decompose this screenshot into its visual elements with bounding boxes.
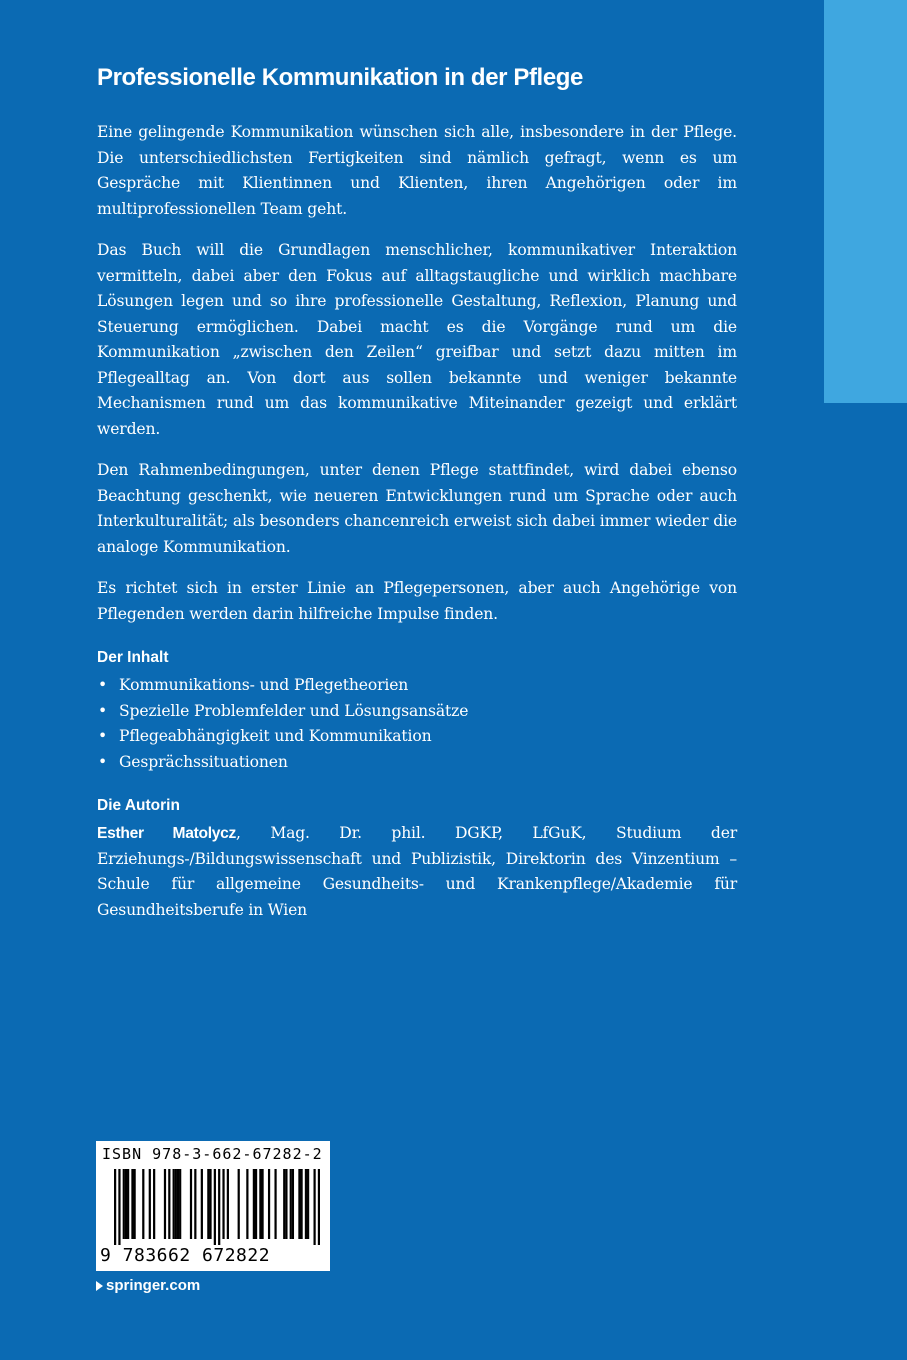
barcode-bar [285, 1169, 287, 1239]
barcode-bar [114, 1169, 116, 1245]
barcode-bar [209, 1169, 211, 1239]
description-paragraph-3: Den Rahmenbedingungen, unter denen Pflege stattfindet, wird dabei ebenso Beachtung geschenkt, wie neueren Entwicklungen rund um Sprache oder auch Interkulturalität; als besonders chancenreich erweist sich dabei immer wieder die analoge Kommunikation. [97, 461, 737, 556]
barcode-bar [125, 1169, 127, 1239]
barcode-bar [214, 1169, 216, 1245]
author-bio-text: , Mag. Dr. phil. DGKP, LfGuK, Studium der Erziehungs-/Bildungswissenschaft und Publizistik, Direktorin des Vinzentium – Schule für allgemeine Gesundheits- und Krankenpflege/Akademie für Gesundheitsberufe in Wien [97, 824, 737, 919]
barcode-bar [190, 1169, 192, 1239]
barcode-bar [300, 1169, 302, 1239]
barcode-bar [292, 1169, 294, 1239]
barcode-bar [179, 1169, 181, 1239]
bullet-icon: • [98, 752, 108, 771]
barcode-bar [175, 1169, 177, 1239]
back-cover-text [97, 60, 737, 923]
barcode-bar [131, 1169, 133, 1239]
bullet-icon: • [98, 676, 108, 694]
barcode-bar [305, 1169, 307, 1239]
barcode-bar [207, 1169, 209, 1239]
barcode-bar [290, 1169, 292, 1239]
accent-bar [824, 0, 907, 403]
barcode-bar [283, 1169, 285, 1239]
barcode-bar [268, 1169, 270, 1239]
barcode-bar [318, 1169, 320, 1245]
barcode-bar [123, 1169, 125, 1239]
publisher-link[interactable] [96, 1277, 200, 1294]
barcode-bar [177, 1169, 179, 1239]
barcode-bar [307, 1169, 309, 1239]
description-paragraph-2: Das Buch will die Grundlagen menschlicher, kommunikativer Interaktion vermitteln, dabei aber den Fokus auf alltagstaugliche und wirklich machbare Lösungen legen und so ihre professionelle Gestaltung, Reflexion, Planung und Steuerung ermöglichen. Dabei macht es die Vorgänge rund um die Kommunikation „zwischen den Zeilen“ greifbar und setzt dazu mitten im Pflegealltag an. Von dort aus sollen bekannte und weniger bekannte Mechanismen rund um das kommunikative Miteinander gezeigt und erklärt werden. [97, 241, 737, 438]
contents-list [97, 673, 737, 775]
barcode-bar [127, 1169, 129, 1239]
barcode-bar [134, 1169, 136, 1239]
author-heading: Die Autorin [97, 797, 180, 814]
barcode-bar [149, 1169, 151, 1239]
barcode-bar [255, 1169, 257, 1239]
description-paragraph-4: Es richtet sich in erster Linie an Pflegepersonen, aber auch Angehörige von Pflegenden werden darin hilfreiche Impulse finden. [97, 579, 737, 623]
bullet-icon: • [98, 701, 108, 720]
contents-heading: Der Inhalt [97, 649, 169, 666]
barcode-bar [201, 1169, 203, 1239]
bullet-icon: • [98, 727, 108, 745]
publisher-label: springer.com [106, 1277, 201, 1294]
barcode-bar [274, 1169, 276, 1239]
barcode-bar [173, 1169, 175, 1239]
barcode-bar [253, 1169, 255, 1239]
barcode-bar [218, 1169, 220, 1245]
barcode-bars [114, 1169, 320, 1245]
list-item: • Spezielle Problemfelder und Lösungsansätze [97, 699, 737, 725]
list-item: • Gesprächssituationen [97, 750, 737, 776]
barcode-bar [261, 1169, 263, 1239]
list-item: • Pflegeabhängigkeit und Kommunikation [97, 724, 737, 750]
author-bio [97, 821, 737, 923]
triangle-right-icon [96, 1281, 103, 1291]
isbn-digits: 9 783662 672822 [100, 1245, 271, 1266]
author-name: Esther Matolycz [97, 825, 237, 842]
list-item: • Kommunikations- und Pflegetheorien [97, 673, 737, 699]
barcode-bar [259, 1169, 261, 1239]
barcode-bar [227, 1169, 229, 1239]
barcode-bar [238, 1169, 240, 1239]
barcode-bar [168, 1169, 170, 1239]
barcode-bar [194, 1169, 196, 1239]
barcode-bar [164, 1169, 166, 1239]
book-title: Professionelle Kommunikation in der Pflege [97, 64, 583, 91]
isbn-label: ISBN 978-3-662-67282-2 [102, 1145, 323, 1163]
isbn-barcode [96, 1141, 330, 1271]
barcode-bar [246, 1169, 248, 1239]
barcode-bar [142, 1169, 144, 1239]
description-paragraph-1: Eine gelingende Kommunikation wünschen sich alle, insbesondere in der Pflege. Die unterschiedlichsten Fertigkeiten sind nämlich gefragt, wenn es um Gespräche mit Klientinnen und Klienten, ihren Angehörigen oder im multiprofessionellen Team geht. [97, 123, 737, 218]
barcode-bar [153, 1169, 155, 1239]
barcode-bar [118, 1169, 120, 1245]
barcode-bar [313, 1169, 315, 1245]
barcode-bar [222, 1169, 224, 1239]
barcode-bar [298, 1169, 300, 1239]
